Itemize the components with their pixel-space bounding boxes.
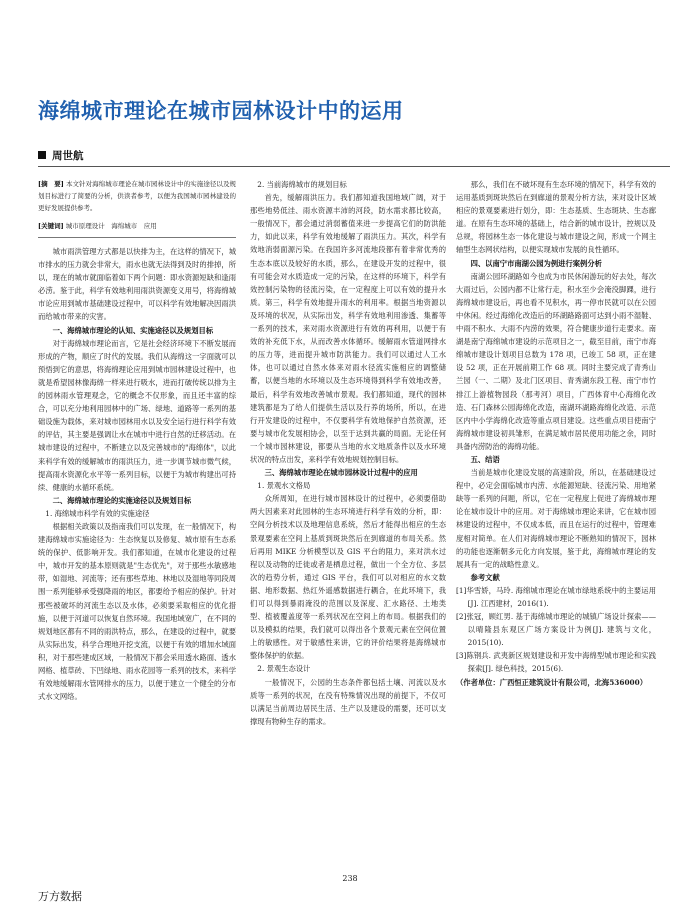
column-3: [456, 178, 656, 868]
body-paragraph: 城市雨洪管理方式都是以快排为主，在这样的情况下，城市排水的压力就会非常大，雨水也就无法得到及时的排掉，所以，现在的城市就面临着如下两个问题：即水资源短缺和逢雨必涝。鉴于此，科学有效地利用雨洪资源变义用号，将海绵城市论应用到城市基础建设过程中，可以科学有效地解决因雨洪而给城市带来的灾害。: [38, 247, 236, 322]
column-1-body: [38, 245, 236, 703]
reference-number: [2]: [456, 612, 467, 622]
body-paragraph: 当前是城市化建设发展的高速阶段，所以，在基础建设过程中，必定会面临城市内涝、水能源短缺、径流污染、用地紧缺等一系列的问题，所以，它在一定程度上促进了海绵城市理论在城市设计中的应用。对于海绵城市理论来讲，它在城市园林建设的过程中，不仅成本低，而且在运行的过程中，管理难度相对简单。在人们对海绵城市理论不断熟知的情况下，园林的功能也逐渐朝多元化方向发展，鉴于此，海绵城市理论的发展具有一定的战略性意义。: [456, 468, 656, 569]
page-number: 238: [342, 874, 358, 883]
subsection-heading: 2. 当前海绵城市的规划目标: [257, 180, 347, 189]
keywords: [38, 220, 236, 232]
column-1: [38, 178, 236, 868]
body-paragraph: 一般情况下，公园的生态条件都包括土壤、河流以及水质等一系列的状况，在没有特殊情况出现的前提下，不仅可以满足当前周边居民生活、生产以及建设的需要，还可以支撑现有物种生存的需求。: [250, 677, 446, 726]
subsection-heading: 2. 景观生态设计: [257, 664, 311, 674]
body-paragraph: 根据相关政策以及指南我们可以发现，在一般情况下，构建海绵城市实施途径为：生态恢复以及修复、城市原有生态系统的保护、低影响开发。我们都知道，在城市化建设的过程中，城市开发的基本原则就是"生态优先"，对于那些水敏感地带，如湿地、河流等；还有那些草地、林地以及湿地等同段周围一系列能够承受强降雨的地区，都要给予相应的保护。针对那些被破坏的河流生态以及水体，必须要采取相应的优化措施，以便于河道可以恢复自然环境。我国地域宽广，在不同的规划地区都有不同的雨洪特点，那么，在建设的过程中，就要从实际出发，科学合理地开挖支流，以便于有效的增加水域面积，对于那些建成区域，一般情况下都会采用透水路面、透水网格、植草砖、下凹绿地、雨水花园等一系列的技术，来科学有效地缓解雨水管网排水的压力，以便于建立一个健全的分布式水文网络。: [38, 521, 236, 702]
article-title: 海绵城市理论在城市园林设计中的运用: [38, 99, 404, 123]
column-3-body: [456, 178, 656, 689]
reference-item: [456, 649, 656, 675]
author-name: 周世航: [52, 150, 84, 162]
section-heading: 一、海绵城市理论的认知、实施途径以及规划目标: [52, 325, 214, 335]
reference-item: [456, 584, 656, 610]
section-heading: 参考文献: [470, 572, 500, 582]
keywords-tag: [关键词]: [38, 222, 64, 230]
abstract-tag: [摘 要]: [38, 180, 64, 188]
abstract-divider: [38, 237, 236, 238]
reference-number: [1]: [456, 585, 467, 595]
section-heading: 三、海绵城市理论在城市园林设计过程中的应用: [264, 468, 418, 478]
square-bullet-icon: [38, 151, 46, 159]
body-paragraph: 南湖公园环湖路如今也成为市民休闲游玩的好去处，每次大雨过后，公园内都不让常行走，积水至少会淹没脚踝，进行海绵城市建设后，再也看不见积水，再一停市民就可以在公园中休闲。经过海绵化改造后的环湖路路面可达到小雨不湿鞋、中雨不积水、大雨不内涝的效果，符合健康步道行走要求。南湖是南宁海绵城市建设的示范项目之一，截至目前，南宁市海绵城市建设计划项目总数为 178 项，已竣工 58 项，正在建设 52 项，正在开展前期工作 68 项。同时主要完成了青秀山兰园（一、二期）及北门区项目、青秀湖东段工程、南宁市竹排江上游植物园段（那考河）项目，广西体育中心海绵化改造、石门森林公园海绵化改造，南湖环湖路海绵化改造、示范区内中小学海绵化改造等重点项目建设。这些重点项目使南宁海绵城市建设初具雏形，在满足城市居民使用功能之余，同时具备内涝防治的海绵功能。: [456, 271, 656, 451]
keywords-text: 城市原理设计 海绵城市 应用: [65, 222, 157, 230]
body-paragraph: 首先，缓解雨洪压力。我们都知道我国地域广阔，对于那些地势低洼、雨水资源丰沛的河段，防水需求都比较高，一般情况下，都会通过消弱蓄值来进一步提高它们的防洪能力，如此以来，科学有效地缓解了雨洪压力。其次，科学有效地消弱面源污染。在我国许多河流地段都有着非常优秀的生态本底以及较好的水质，那么，在建设开发的过程中，很有可能会对水质造成一定的污染，在这样的环境下，科学有效控制污染物的径流污染，在一定程度上可以有效的提升水质。第三，科学有效地提升雨水的利用率。根据当地资源以及环境的状况，从实际出发，科学有效地利用渗透、集蓄等一系列的技术，来对雨水资源进行有效的再利用，以便于有效的补充低下水，从而改善水体循环。缓解雨水管道网排水的压力等，进而提升城市防洪能力。我们可以通过人工水体，也可以通过自然水体来对雨水径流实施相应的调整储蓄，以便当地的水环境以及生态环境得到科学有效地改善，最后，科学有效地改善城市景观。我们都知道，现代的园林建筑都是为了给人们提供生活以及行养的场所，所以，在进行开发建设的过程中，不仅要科学有效地保护自然资源，还要与城市化发展相协会，以至于达到共赢的局面。无论任何一个城市园林建设，都要从当地的水文地质条件以及水环境状况的特点出发，来科学有效地规划控制目标。: [250, 193, 446, 464]
section-heading: 四、以南宁市南湖公园为例进行案例分析: [470, 258, 602, 268]
footer-watermark: 万方数据: [38, 890, 82, 903]
column-2-body: [250, 178, 446, 728]
author-line: [38, 148, 84, 163]
column-2: [250, 178, 446, 868]
reference-number: [3]: [456, 651, 467, 661]
body-paragraph: 对于海绵城市理论而言，它是社会经济环境下不断发展而形成的产物，顺应了时代的发展。我们从海绵这一字面就可以预悟到它的意思，将海绵理论应用到城市园林建设过程中，也就是希望园林像海绵一样来进行吸水，进而打破传统以排为主的园林雨水管理观念，它的概念不仅形象，而且还丰富的综合，可以充分地利用园林中的广场、绿地、道路等一系列的基础设施为载体，来对城市园林用水以及安全运行进行科学有效的评估，其主要是强调让水在城市中进行自然的迁移活动。在城市建设的过程中，不断建立以及完善城市的"海绵体"，以此来科学有效的缓解城市的雨洪压力，进一步调节城市微气候，提高雨水资源化水平等一系列目标，以便于为城市构建出可持续、健康的水循环系统。: [38, 338, 236, 492]
reference-text: 华雪娇，马玲. 海绵城市理论在城市绿地系统中的主要运用[J]. 江西建材，2016(1).: [466, 585, 656, 608]
reference-text: 陈钢兵. 武夷新区规划建设和开发中海绵型城市理论和实践探索[J]. 绿色科技，2015(6).: [466, 651, 656, 674]
abstract: [38, 178, 236, 214]
abstract-text: 本文针对海绵城市理论在城市园林设计中的实施途径以及规划目标进行了简要的分析，供读者参考，以便为我国城市园林建设的更好发展提供参考。: [38, 180, 236, 212]
section-heading: 二、海绵城市理论的实施途径以及规划目标: [52, 495, 192, 505]
subsection-heading: 1. 海绵城市科学有效的实施途径: [45, 508, 150, 518]
header-divider: [38, 166, 670, 167]
body-paragraph: 那么，我们在不破坏现有生态环境的情况下，科学有效的运用基质到斑块然后在到廊道的景观分析方法，来对设计区域相应的景观要素进行划分，即：生态基质、生态斑块、生态廊道。在原有生态环境的基础上，结合新的城市设计，控规以及总规，将园林生态一体化建设与城市建设之间，形成一个网主轴型生态网状结构，以便实现城市发展的良性循环。: [456, 180, 656, 255]
body-paragraph: 众所周知，在进行城市园林设计的过程中，必须要借助两大因素来对此园林的生态环境进行科学有效的分析，即：空间分析技术以及地理信息系统，然后才能得出相应的生态景观要素在空间上基质到斑块然后在到廊道的布局关系。然后再用 MIKE 分析模型以及 GIS 平台的阻力，来对洪水过程以及动物的迁徙或者是栖息过程，做出一个全方位、多层次的趋势分析，通过 GIS 平台，我们可以对相应的水文数据、地形数据、热红外遥感数据进行耦合，在此环境下，我们可以得到暴雨淹没的范围以及深度、汇水路径、土地类型、植被覆盖度等一系列状况在空间上的布局。根据我们的以及模拟的结果，我们就可以得出各个景观元素在空间位置上的敏感性。对于敏感性来讲，它的评价结果将是海绵城市整体保护的依据。: [250, 494, 446, 661]
subsection-heading: 1. 景观水文格局: [257, 481, 311, 491]
reference-item: [456, 610, 656, 649]
author-affiliation: （作者单位：广西恒正建筑设计有限公司，北海536000）: [456, 677, 647, 687]
reference-text: 张冠，顾红男. 基于海绵城市理论的城镇广场设计探索——以晴隆县东观区广场方案设计为例[J]. 建筑与文化，2015(10).: [466, 612, 656, 648]
section-heading: 五、结语: [470, 454, 500, 464]
